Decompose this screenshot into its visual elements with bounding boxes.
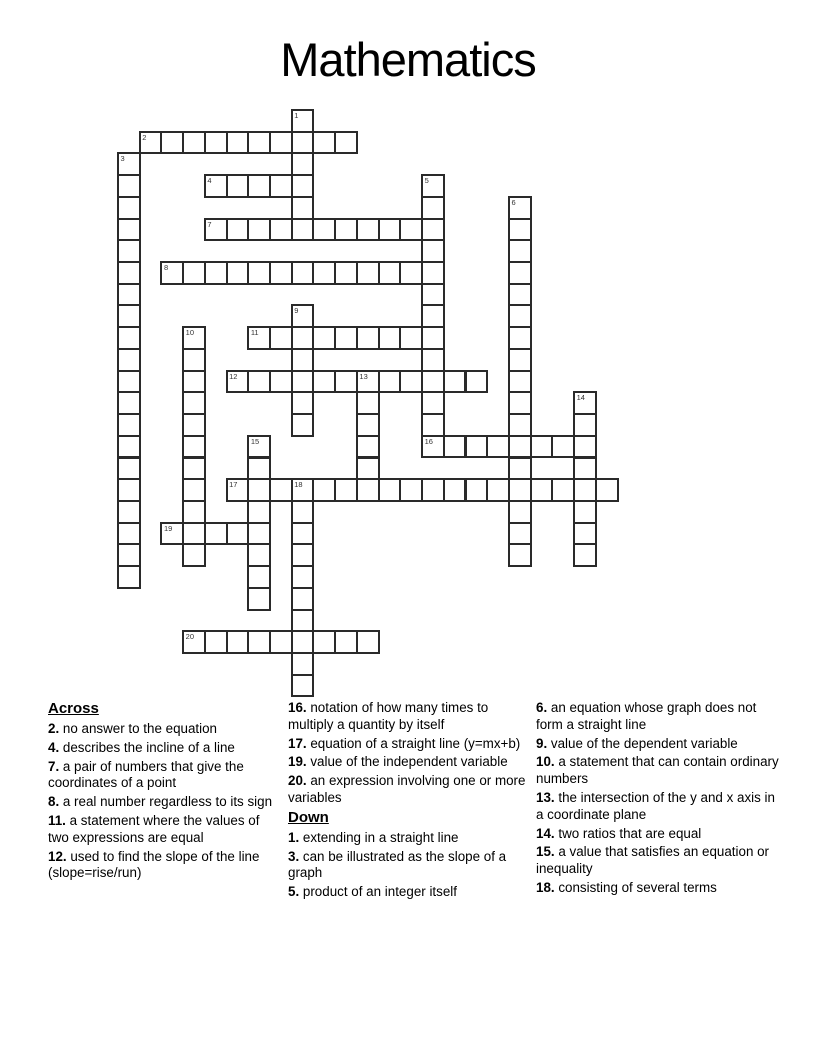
grid-cell[interactable] <box>421 391 445 415</box>
grid-cell[interactable] <box>573 522 597 546</box>
grid-cell[interactable] <box>356 413 380 437</box>
clue-across-7: 7. a pair of numbers that give the coordinates of a point <box>48 758 244 791</box>
grid-cell[interactable] <box>117 218 141 242</box>
grid-cell[interactable] <box>204 261 228 285</box>
grid-cell[interactable] <box>312 630 336 654</box>
cell-number: 14 <box>576 393 585 403</box>
clue-column-2 <box>288 700 528 903</box>
grid-cell[interactable] <box>291 609 315 633</box>
grid-cell[interactable] <box>247 435 271 459</box>
grid-cell[interactable] <box>226 174 250 198</box>
grid-cell[interactable] <box>551 435 575 459</box>
grid-cell[interactable] <box>117 565 141 589</box>
grid-cell[interactable] <box>421 478 445 502</box>
grid-cell[interactable] <box>291 196 315 220</box>
grid-cell[interactable] <box>334 131 358 155</box>
grid-cell[interactable] <box>182 348 206 372</box>
grid-cell[interactable] <box>573 543 597 567</box>
grid-cell[interactable] <box>421 326 445 350</box>
grid-cell[interactable] <box>356 457 380 481</box>
grid-cell[interactable] <box>117 543 141 567</box>
clue-down-1: 1. extending in a straight line <box>288 829 459 845</box>
grid-cell[interactable] <box>291 304 315 328</box>
puzzle-title: Mathematics <box>280 33 536 86</box>
grid-cell[interactable] <box>508 478 532 502</box>
grid-cell[interactable] <box>312 131 336 155</box>
grid-cell[interactable] <box>247 218 271 242</box>
grid-cell[interactable] <box>334 261 358 285</box>
grid-cell[interactable] <box>421 304 445 328</box>
grid-cell[interactable] <box>334 370 358 394</box>
cell-number: 10 <box>185 328 194 338</box>
grid-cell[interactable] <box>291 587 315 611</box>
cell-number: 4 <box>207 176 212 186</box>
clue-down-18: 18. consisting of several terms <box>536 879 717 895</box>
cell-number: 19 <box>163 523 173 533</box>
grid-cell[interactable] <box>226 131 250 155</box>
grid-cell[interactable] <box>291 522 315 546</box>
grid-cell[interactable] <box>573 500 597 524</box>
grid-cell[interactable] <box>204 522 228 546</box>
grid-cell[interactable] <box>508 370 532 394</box>
grid-cell[interactable] <box>269 131 293 155</box>
grid-cell[interactable] <box>573 413 597 437</box>
grid-cell[interactable] <box>312 478 336 502</box>
grid-cell[interactable] <box>312 218 336 242</box>
grid-cell[interactable] <box>291 391 315 415</box>
grid-cell[interactable] <box>117 435 141 459</box>
grid-cell[interactable] <box>182 131 206 155</box>
grid-cell[interactable] <box>399 261 423 285</box>
grid-cell[interactable] <box>117 522 141 546</box>
grid-cell[interactable] <box>160 131 184 155</box>
grid-cell[interactable] <box>291 370 315 394</box>
grid-cell[interactable] <box>334 478 358 502</box>
grid-cell[interactable] <box>356 435 380 459</box>
grid-cell[interactable] <box>334 326 358 350</box>
grid-cell[interactable] <box>443 478 467 502</box>
grid-cell[interactable] <box>182 370 206 394</box>
grid-cell[interactable] <box>182 391 206 415</box>
grid-cell[interactable] <box>508 543 532 567</box>
grid-cell[interactable] <box>291 261 315 285</box>
grid-cell[interactable] <box>160 522 184 546</box>
grid-cell[interactable] <box>378 326 402 350</box>
grid-cell[interactable] <box>356 218 380 242</box>
grid-cell[interactable] <box>204 174 228 198</box>
grid-cell[interactable] <box>356 326 380 350</box>
grid-cell[interactable] <box>291 348 315 372</box>
grid-cell[interactable] <box>508 283 532 307</box>
grid-cell[interactable] <box>269 370 293 394</box>
clue-across-11: 11. a statement where the values of two expressions are equal <box>48 812 260 845</box>
clue-down-6: 6. an equation whose graph does not form a straight line <box>536 700 757 732</box>
grid-cell[interactable] <box>182 261 206 285</box>
grid-cell[interactable] <box>269 174 293 198</box>
grid-cell[interactable] <box>204 630 228 654</box>
grid-cell[interactable] <box>247 522 271 546</box>
cell-number: 18 <box>294 480 303 490</box>
grid-cell[interactable] <box>551 478 575 502</box>
grid-cell[interactable] <box>508 348 532 372</box>
grid-cell[interactable] <box>573 478 597 502</box>
cell-number: 11 <box>250 328 259 338</box>
clue-across-20: 20. an expression involving one or more variables <box>288 773 526 805</box>
grid-cell[interactable] <box>226 630 250 654</box>
cell-number: 16 <box>424 436 433 446</box>
grid-cell[interactable] <box>312 326 336 350</box>
grid-cell[interactable] <box>291 478 315 502</box>
cell-number: 13 <box>359 371 368 381</box>
grid-cell[interactable] <box>117 478 141 502</box>
grid-cell[interactable] <box>378 478 402 502</box>
grid-cell[interactable] <box>269 261 293 285</box>
cell-number: 5 <box>424 176 429 186</box>
cell-number: 2 <box>142 132 147 142</box>
clue-across-17: 17. equation of a straight line (y=mx+b) <box>288 735 521 751</box>
clue-column-1 <box>48 700 281 884</box>
cell-number: 7 <box>207 219 212 229</box>
grid-cell[interactable] <box>117 239 141 263</box>
grid-cell[interactable] <box>204 218 228 242</box>
cell-number: 15 <box>250 436 260 446</box>
grid-cell[interactable] <box>226 370 250 394</box>
grid-cell[interactable] <box>117 391 141 415</box>
grid-cell[interactable] <box>334 218 358 242</box>
grid-cell[interactable] <box>573 391 597 415</box>
grid-cell[interactable] <box>421 435 445 459</box>
cell-number: 1 <box>294 111 299 120</box>
grid-cell[interactable] <box>182 543 206 567</box>
grid-cell[interactable] <box>117 304 141 328</box>
grid-cell[interactable] <box>269 478 293 502</box>
clue-down-10: 10. a statement that can contain ordinary numbers <box>536 754 779 787</box>
grid-cell[interactable] <box>117 500 141 524</box>
grid-cell[interactable] <box>247 261 271 285</box>
grid-cell[interactable] <box>291 500 315 524</box>
clue-across-2: 2. no answer to the equation <box>48 721 217 736</box>
grid-cell[interactable] <box>508 261 532 285</box>
grid-cell[interactable] <box>508 304 532 328</box>
grid-cell[interactable] <box>117 326 141 350</box>
clue-down-5: 5. product of an integer itself <box>288 884 457 900</box>
grid-cell[interactable] <box>247 630 271 654</box>
cell-number: 12 <box>229 371 238 381</box>
cell-number: 8 <box>163 263 169 273</box>
grid-cell[interactable] <box>182 630 206 654</box>
clue-column-3 <box>536 700 780 899</box>
grid-cell[interactable] <box>247 457 271 481</box>
grid-cell[interactable] <box>378 218 402 242</box>
grid-cell[interactable] <box>421 413 445 437</box>
grid-cell[interactable] <box>465 478 489 502</box>
grid-cell[interactable] <box>356 630 380 654</box>
grid-cell[interactable] <box>291 109 315 133</box>
grid-cell[interactable] <box>226 261 250 285</box>
grid-cell[interactable] <box>247 370 271 394</box>
grid-cell[interactable] <box>182 457 206 481</box>
cell-number: 3 <box>120 154 125 164</box>
crossword-grid <box>117 109 619 698</box>
clue-down-14: 14. two ratios that are equal <box>536 825 702 841</box>
grid-cell[interactable] <box>530 478 554 502</box>
grid-cell[interactable] <box>421 239 445 263</box>
grid-cell[interactable] <box>508 500 532 524</box>
grid-cell[interactable] <box>291 174 315 198</box>
grid-cell[interactable] <box>508 196 532 220</box>
grid-cell[interactable] <box>291 413 315 437</box>
grid-cell[interactable] <box>269 326 293 350</box>
grid-cell[interactable] <box>443 435 467 459</box>
across-heading: Across <box>48 700 99 717</box>
clue-across-16: 16. notation of how many times to multiply a quantity by itself <box>288 700 489 732</box>
grid-cell[interactable] <box>291 131 315 155</box>
grid-cell[interactable] <box>117 152 141 176</box>
grid-cell[interactable] <box>247 326 271 350</box>
grid-cell[interactable] <box>117 283 141 307</box>
grid-cell[interactable] <box>204 131 228 155</box>
grid-cell[interactable] <box>508 218 532 242</box>
grid-cell[interactable] <box>291 565 315 589</box>
grid-cell[interactable] <box>182 478 206 502</box>
grid-cell[interactable] <box>291 630 315 654</box>
grid-cell[interactable] <box>508 435 532 459</box>
grid-cell[interactable] <box>421 283 445 307</box>
grid-cell[interactable] <box>421 370 445 394</box>
grid-cell[interactable] <box>312 261 336 285</box>
grid-cell[interactable] <box>465 435 489 459</box>
grid-cell[interactable] <box>508 413 532 437</box>
grid-cell[interactable] <box>312 370 336 394</box>
grid-cell[interactable] <box>530 435 554 459</box>
grid-cell[interactable] <box>291 543 315 567</box>
cell-number: 9 <box>294 306 299 316</box>
grid-cell[interactable] <box>291 674 315 698</box>
grid-cell[interactable] <box>465 370 489 394</box>
grid-cell[interactable] <box>399 370 423 394</box>
grid-cell[interactable] <box>269 218 293 242</box>
grid-cell[interactable] <box>247 478 271 502</box>
clue-down-9: 9. value of the dependent variable <box>536 735 738 751</box>
grid-cell[interactable] <box>291 652 315 676</box>
grid-cell[interactable] <box>269 630 293 654</box>
grid-cell[interactable] <box>117 196 141 220</box>
grid-cell[interactable] <box>117 457 141 481</box>
grid-cell[interactable] <box>595 478 619 502</box>
grid-cell[interactable] <box>356 370 380 394</box>
cell-number: 6 <box>511 197 516 207</box>
grid-cell[interactable] <box>421 174 445 198</box>
grid-cell[interactable] <box>160 261 184 285</box>
grid-cell[interactable] <box>399 478 423 502</box>
grid-cell[interactable] <box>247 543 271 567</box>
grid-cell[interactable] <box>182 500 206 524</box>
cell-number: 20 <box>185 632 194 642</box>
grid-cell[interactable] <box>247 131 271 155</box>
grid-cell[interactable] <box>247 174 271 198</box>
grid-cell[interactable] <box>291 218 315 242</box>
clue-across-12: 12. used to find the slope of the line (slope=rise/run) <box>48 848 260 881</box>
grid-cell[interactable] <box>486 478 510 502</box>
grid-cell[interactable] <box>117 413 141 437</box>
grid-cell[interactable] <box>573 457 597 481</box>
grid-cell[interactable] <box>226 218 250 242</box>
grid-cell[interactable] <box>226 522 250 546</box>
grid-cell[interactable] <box>378 370 402 394</box>
grid-cell[interactable] <box>573 435 597 459</box>
clue-down-13: 13. the intersection of the y and x axis in a coordinate plane <box>536 789 775 822</box>
grid-cell[interactable] <box>399 326 423 350</box>
grid-cell[interactable] <box>334 630 358 654</box>
grid-cell[interactable] <box>117 348 141 372</box>
grid-cell[interactable] <box>508 239 532 263</box>
grid-cell[interactable] <box>508 391 532 415</box>
grid-cell[interactable] <box>247 500 271 524</box>
grid-cell[interactable] <box>182 326 206 350</box>
clue-across-4: 4. describes the incline of a line <box>48 739 235 755</box>
grid-cell[interactable] <box>247 565 271 589</box>
grid-cell[interactable] <box>226 478 250 502</box>
grid-cell[interactable] <box>139 131 163 155</box>
grid-cell[interactable] <box>291 326 315 350</box>
grid-cell[interactable] <box>356 478 380 502</box>
grid-cell[interactable] <box>182 522 206 546</box>
grid-cell[interactable] <box>421 218 445 242</box>
clue-across-8: 8. a real number regardless to its sign <box>48 794 273 810</box>
clue-down-15: 15. a value that satisfies an equation or inequality <box>536 844 770 877</box>
clue-down-3: 3. can be illustrated as the slope of a graph <box>288 848 507 881</box>
down-heading: Down <box>288 808 329 826</box>
grid-cell[interactable] <box>356 261 380 285</box>
grid-cell[interactable] <box>117 370 141 394</box>
grid-cell[interactable] <box>421 348 445 372</box>
grid-cell[interactable] <box>421 261 445 285</box>
grid-cell[interactable] <box>508 326 532 350</box>
grid-cell[interactable] <box>421 196 445 220</box>
grid-cell[interactable] <box>356 391 380 415</box>
grid-cell[interactable] <box>508 522 532 546</box>
grid-cell[interactable] <box>508 457 532 481</box>
grid-cell[interactable] <box>117 261 141 285</box>
cell-number: 17 <box>229 480 238 490</box>
grid-cell[interactable] <box>378 261 402 285</box>
grid-cell[interactable] <box>486 435 510 459</box>
grid-cell[interactable] <box>291 152 315 176</box>
grid-cell[interactable] <box>399 218 423 242</box>
grid-cell[interactable] <box>182 413 206 437</box>
grid-cell[interactable] <box>117 174 141 198</box>
grid-cell[interactable] <box>182 435 206 459</box>
grid-cell[interactable] <box>247 587 271 611</box>
grid-cell[interactable] <box>443 370 467 394</box>
clue-across-19: 19. value of the independent variable <box>288 754 508 770</box>
